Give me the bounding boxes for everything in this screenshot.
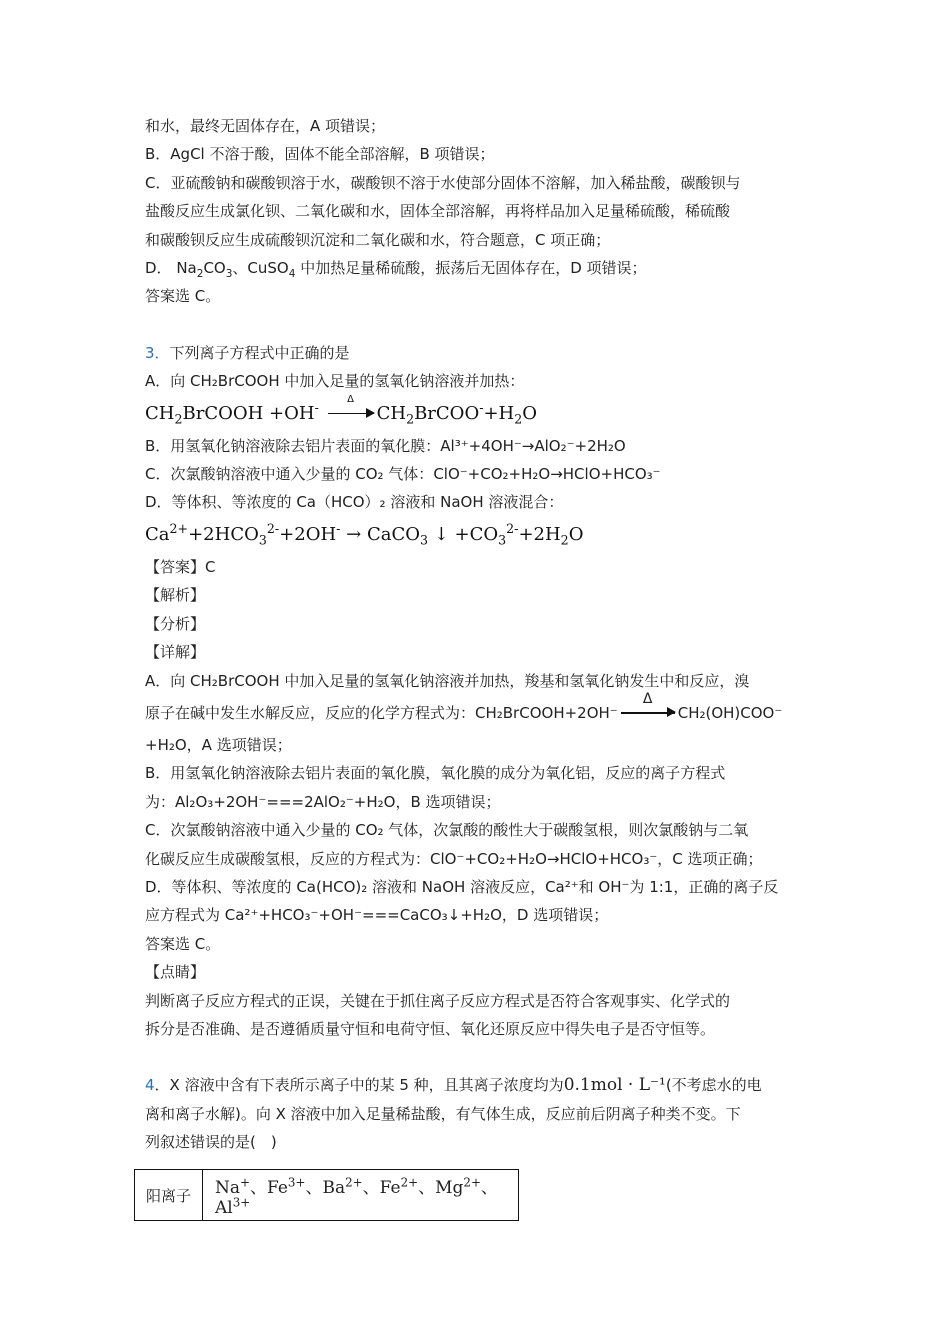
question-number: 4 [145, 1076, 155, 1095]
answer-label: 【答案】C [145, 557, 216, 576]
question-number: 3． [145, 343, 170, 362]
tip-label: 【点睛】 [145, 963, 206, 982]
prev-line: 和碳酸钡反应生成硫酸钡沉淀和二氧化碳和水，符合题意，C 项正确； [145, 230, 611, 249]
table-row [135, 1170, 519, 1221]
prev-line: 和水，最终无固体存在，A 项错误； [145, 117, 386, 135]
option-b: B．用氢氧化钠溶液除去铝片表面的氧化膜：Al³⁺+4OH⁻→AlO₂⁻+2H₂O [145, 436, 626, 455]
heat-arrow-icon: Δ [328, 403, 374, 421]
tip-text: 判断离子反应方程式的正误，关键在于抓住离子反应方程式是否符合客观事实、化学式的 [145, 991, 731, 1010]
question-4-stem: 离和离子水解)。向 X 溶液中加入足量稀盐酸，有气体生成，反应前后阴离子种类不变。下 [145, 1104, 741, 1123]
explanation-a-equation: 原子在碱中发生水解反应，反应的化学方程式为：CH₂BrCOOH+2OH⁻ Δ CH₂(OH)COO⁻ [145, 690, 783, 722]
explanation-b: 为：Al₂O₃+2OH⁻===2AlO₂⁻+H₂O，B 选项错误； [145, 792, 501, 811]
prev-answer: 答案选 C。 [145, 287, 221, 306]
tip-text: 拆分是否准确、是否遵循质量守恒和电荷守恒、氧化还原反应中得失电子是否守恒等。 [145, 1019, 716, 1038]
analysis-label: 【解析】 [145, 586, 206, 605]
explanation-b: B．用氢氧化钠溶液除去铝片表面的氧化膜，氧化膜的成分为氧化铝，反应的离子方程式 [145, 764, 726, 783]
cation-list: Na+、$Fe^{3+}$、$Ba^{2+}$、$Fe^{2+}$、$Mg^{2+}$、$Al^{3+}$ [203, 1170, 519, 1221]
option-d: D．等体积、等浓度的 Ca（HCO）₂ 溶液和 NaOH 溶液混合： [145, 493, 564, 512]
document-page [145, 112, 810, 1157]
heat-arrow-icon: Δ [621, 698, 675, 720]
option-c: C．次氯酸钠溶液中通入少量的 CO₂ 气体：ClO⁻+CO₂+H₂O→HClO+HCO₃⁻ [145, 465, 661, 484]
ion-table [134, 1169, 519, 1221]
explanation-c: 化碳反应生成碳酸氢根，反应的方程式为：ClO⁻+CO₂+H₂O→HClO+HCO₃⁻，C 选项正确； [145, 849, 763, 868]
explanation-d: 应方程式为 Ca²⁺+HCO₃⁻+OH⁻===CaCO₃↓+H₂O，D 选项错误； [145, 906, 609, 925]
explanation-d: D．等体积、等浓度的 Ca(HCO)₂ 溶液和 NaOH 溶液反应，Ca²⁺和 OH⁻为 1:1，正确的离子反 [145, 877, 779, 896]
explanation-a: A．向 CH₂BrCOOH 中加入足量的氢氧化钠溶液并加热，羧基和氢氧化钠发生中和反应，溴 [145, 671, 750, 690]
option-a: A．向 CH₂BrCOOH 中加入足量的氢氧化钠溶液并加热： [145, 372, 525, 391]
prev-line: 盐酸反应生成氯化钡、二氧化碳和水，固体全部溶解，再将样品加入足量稀硫酸，稀硫酸 [145, 202, 731, 221]
prev-line: C．亚硫酸钠和碳酸钡溶于水，碳酸钡不溶于水使部分固体不溶解，加入稀盐酸，碳酸钡与 [145, 173, 741, 192]
prev-line: B．AgCl 不溶于酸，固体不能全部溶解，B 项错误； [145, 145, 495, 164]
question-4-stem: 列叙述错误的是( ) [145, 1133, 277, 1152]
detail-label: 【详解】 [145, 643, 206, 662]
table-header-cell: 阳离子 [135, 1170, 203, 1221]
question-4-stem: 4．X 溶液中含有下表所示离子中的某 5 种，且其离子浓度均为0.1mol · L⁻¹(不考虑水的电 [145, 1075, 762, 1096]
analysis-sub-label: 【分析】 [145, 614, 206, 633]
option-a-equation: $CH_2BrCOOH +OH^-$ Δ $CH_2BrCOO^-+H_2O$ [145, 393, 538, 427]
prev-line-d: D． $Na_2CO_3$、CuSO$_4$ 中加热足量稀硫酸，振荡后无固体存在，D 项错误； [145, 259, 647, 281]
question-3-stem: 3．下列离子方程式中正确的是 [145, 343, 350, 362]
explanation-answer: 答案选 C。 [145, 934, 221, 953]
option-d-equation: $Ca^{2+}+2HCO_3^{2-}+2OH^-$ → CaCO$_3$ ↓ $+CO_3^{2-}+2H_2O$ [145, 520, 584, 548]
explanation-c: C．次氯酸钠溶液中通入少量的 CO₂ 气体，次氯酸的酸性大于碳酸氢根，则次氯酸钠与二氧 [145, 821, 749, 840]
explanation-a: +H₂O，A 选项错误； [145, 735, 292, 754]
